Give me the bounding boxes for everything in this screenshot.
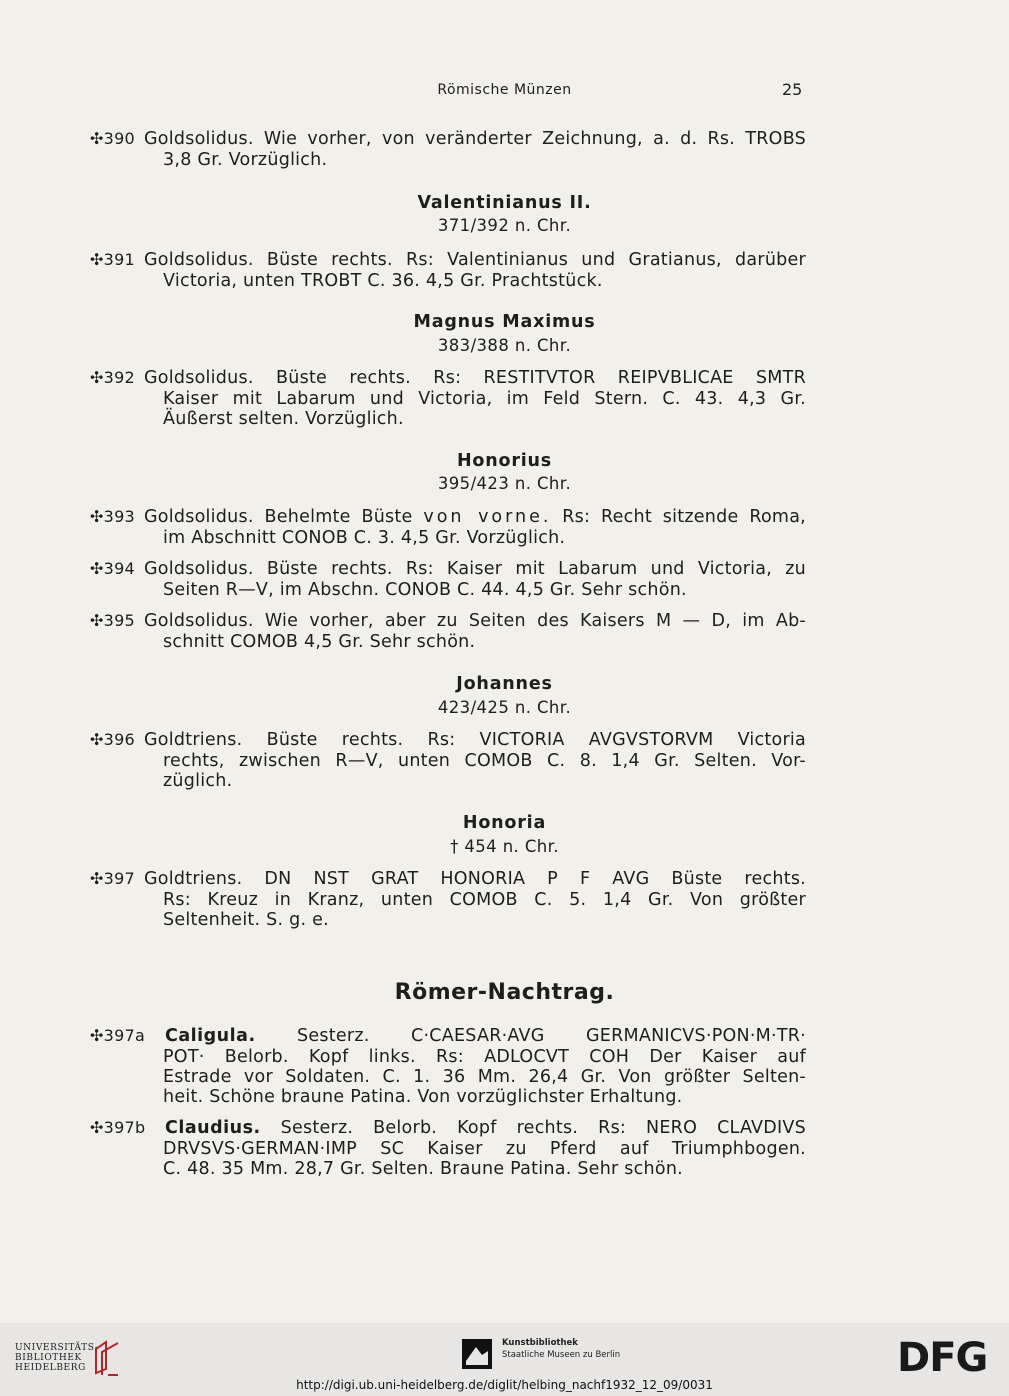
entry-continuation: C. 48. 35 Mm. 28,7 Gr. Selten. Braune Patina. Sehr schön. (163, 1159, 683, 1179)
spaced-emphasis: von vorne. (423, 507, 552, 527)
ub-logo-line: BIBLIOTHEK (15, 1353, 82, 1363)
entry-number: ✣390 (90, 129, 135, 148)
ruler-name: Honorius (456, 451, 553, 471)
entry-continuation: Seltenheit. S. g. e. (163, 910, 329, 930)
entry-text (165, 1118, 806, 1139)
entry-continuation: heit. Schöne braune Patina. Von vorzüglichster Erhaltung. (163, 1087, 683, 1107)
entry-text: Goldsolidus. Büste rechts. Rs: RESTITVTOR REIPVBLICAE SMTR (144, 368, 806, 388)
entry-continuation: Victoria, unten TROBT C. 36. 4,5 Gr. Prachtstück. (163, 271, 603, 291)
entry-number: ✣392 (90, 368, 135, 387)
page-number: 25 (782, 80, 803, 99)
entry-number: ✣394 (90, 559, 135, 578)
entry-number: ✣397b (90, 1118, 146, 1137)
entry-number: ✣397a (90, 1026, 145, 1045)
ruler-name: Valentinianus II. (417, 193, 592, 213)
entry-text: Goldtriens. DN NST GRAT HONORIA P F AVG Büste rechts. (144, 869, 806, 889)
entry-number: ✣393 (90, 507, 135, 526)
ub-heidelberg-logo[interactable] (15, 1343, 98, 1373)
ruler-dates: † 454 n. Chr. (450, 837, 559, 856)
entry-continuation: Äußerst selten. Vorzüglich. (163, 409, 404, 429)
ruler-name: Magnus Maximus (413, 312, 596, 332)
entry-text-part: Sesterz. Belorb. Kopf rechts. Rs: NERO CLAVDIVS (260, 1118, 806, 1138)
entry-text-part: Goldsolidus. Behelmte Büste (144, 507, 424, 527)
ub-heidelberg-emblem-icon (92, 1339, 122, 1377)
ruler-name: Honoria (462, 813, 547, 833)
entry-number: ✣396 (90, 730, 135, 749)
kb-subtitle: Staatliche Museen zu Berlin (502, 1350, 621, 1360)
entry-text-part: Sesterz. C·CAESAR·AVG GERMANICVS·PON·M·TR· (255, 1026, 806, 1046)
entry-continuation: im Abschnitt CONOB C. 3. 4,5 Gr. Vorzüglich. (163, 528, 566, 548)
dfg-logo[interactable]: DFG (897, 1335, 988, 1381)
entry-number: ✣395 (90, 611, 135, 630)
ruler-dates: 395/423 n. Chr. (437, 474, 572, 493)
emperor-name: Claudius. (165, 1118, 261, 1138)
ub-logo-line: HEIDELBERG (15, 1363, 86, 1373)
ruler-dates: 423/425 n. Chr. (437, 698, 572, 717)
kb-title: Kunstbibliothek (502, 1338, 578, 1348)
entry-text: Goldsolidus. Wie vorher, aber zu Seiten des Kaisers M — D, im Ab- (144, 611, 806, 631)
ruler-name: Johannes (456, 674, 553, 694)
entry-continuation: Estrade vor Soldaten. C. 1. 36 Mm. 26,4 Gr. Von größter Selten- (163, 1067, 806, 1087)
emperor-name: Caligula. (165, 1026, 256, 1046)
viewer-footer (0, 1323, 1009, 1396)
entry-continuation: Kaiser mit Labarum und Victoria, im Feld Stern. C. 43. 4,3 Gr. (163, 389, 806, 409)
section-title: Römer-Nachtrag. (394, 980, 615, 1005)
kunstbibliothek-text (502, 1337, 620, 1361)
entry-text-part: Rs: Recht sitzende Roma, (551, 507, 806, 527)
running-title: Römische Münzen (437, 82, 572, 98)
entry-continuation: POT· Belorb. Kopf links. Rs: ADLOCVT COH Der Kaiser auf (163, 1047, 806, 1067)
entry-text (165, 1026, 806, 1047)
entry-continuation: DRVSVS·GERMAN·IMP SC Kaiser zu Pferd auf Triumphbogen. (163, 1139, 806, 1159)
entry-text: Goldsolidus. Büste rechts. Rs: Valentinianus und Gratianus, darüber (144, 250, 806, 270)
entry-text (144, 507, 806, 528)
entry-number: ✣397 (90, 869, 135, 888)
entry-continuation: Rs: Kreuz in Kranz, unten COMOB C. 5. 1,4 Gr. Von größter (163, 890, 806, 910)
kunstbibliothek-logo-icon[interactable] (462, 1339, 492, 1369)
ub-logo-line: UNIVERSITÄTS- (15, 1343, 99, 1353)
ruler-dates: 383/388 n. Chr. (437, 336, 572, 355)
entry-continuation: 3,8 Gr. Vorzüglich. (163, 150, 328, 170)
entry-number: ✣391 (90, 250, 135, 269)
entry-continuation: rechts, zwischen R—V, unten COMOB C. 8. 1,4 Gr. Selten. Vor- (163, 751, 806, 771)
entry-continuation: züglich. (163, 771, 233, 791)
entry-continuation: Seiten R—V, im Abschn. CONOB C. 44. 4,5 Gr. Sehr schön. (163, 580, 687, 600)
ruler-dates: 371/392 n. Chr. (437, 216, 572, 235)
permalink-url[interactable]: http://digi.ub.uni-heidelberg.de/diglit/helbing_nachf1932_12_09/0031 (296, 1378, 713, 1392)
entry-continuation: schnitt COMOB 4,5 Gr. Sehr schön. (163, 632, 476, 652)
entry-text: Goldsolidus. Wie vorher, von veränderter Zeichnung, a. d. Rs. TROBS (144, 129, 806, 149)
entry-text: Goldsolidus. Büste rechts. Rs: Kaiser mit Labarum und Victoria, zu (144, 559, 806, 579)
entry-text: Goldtriens. Büste rechts. Rs: VICTORIA AVGVSTORVM Victoria (144, 730, 806, 750)
